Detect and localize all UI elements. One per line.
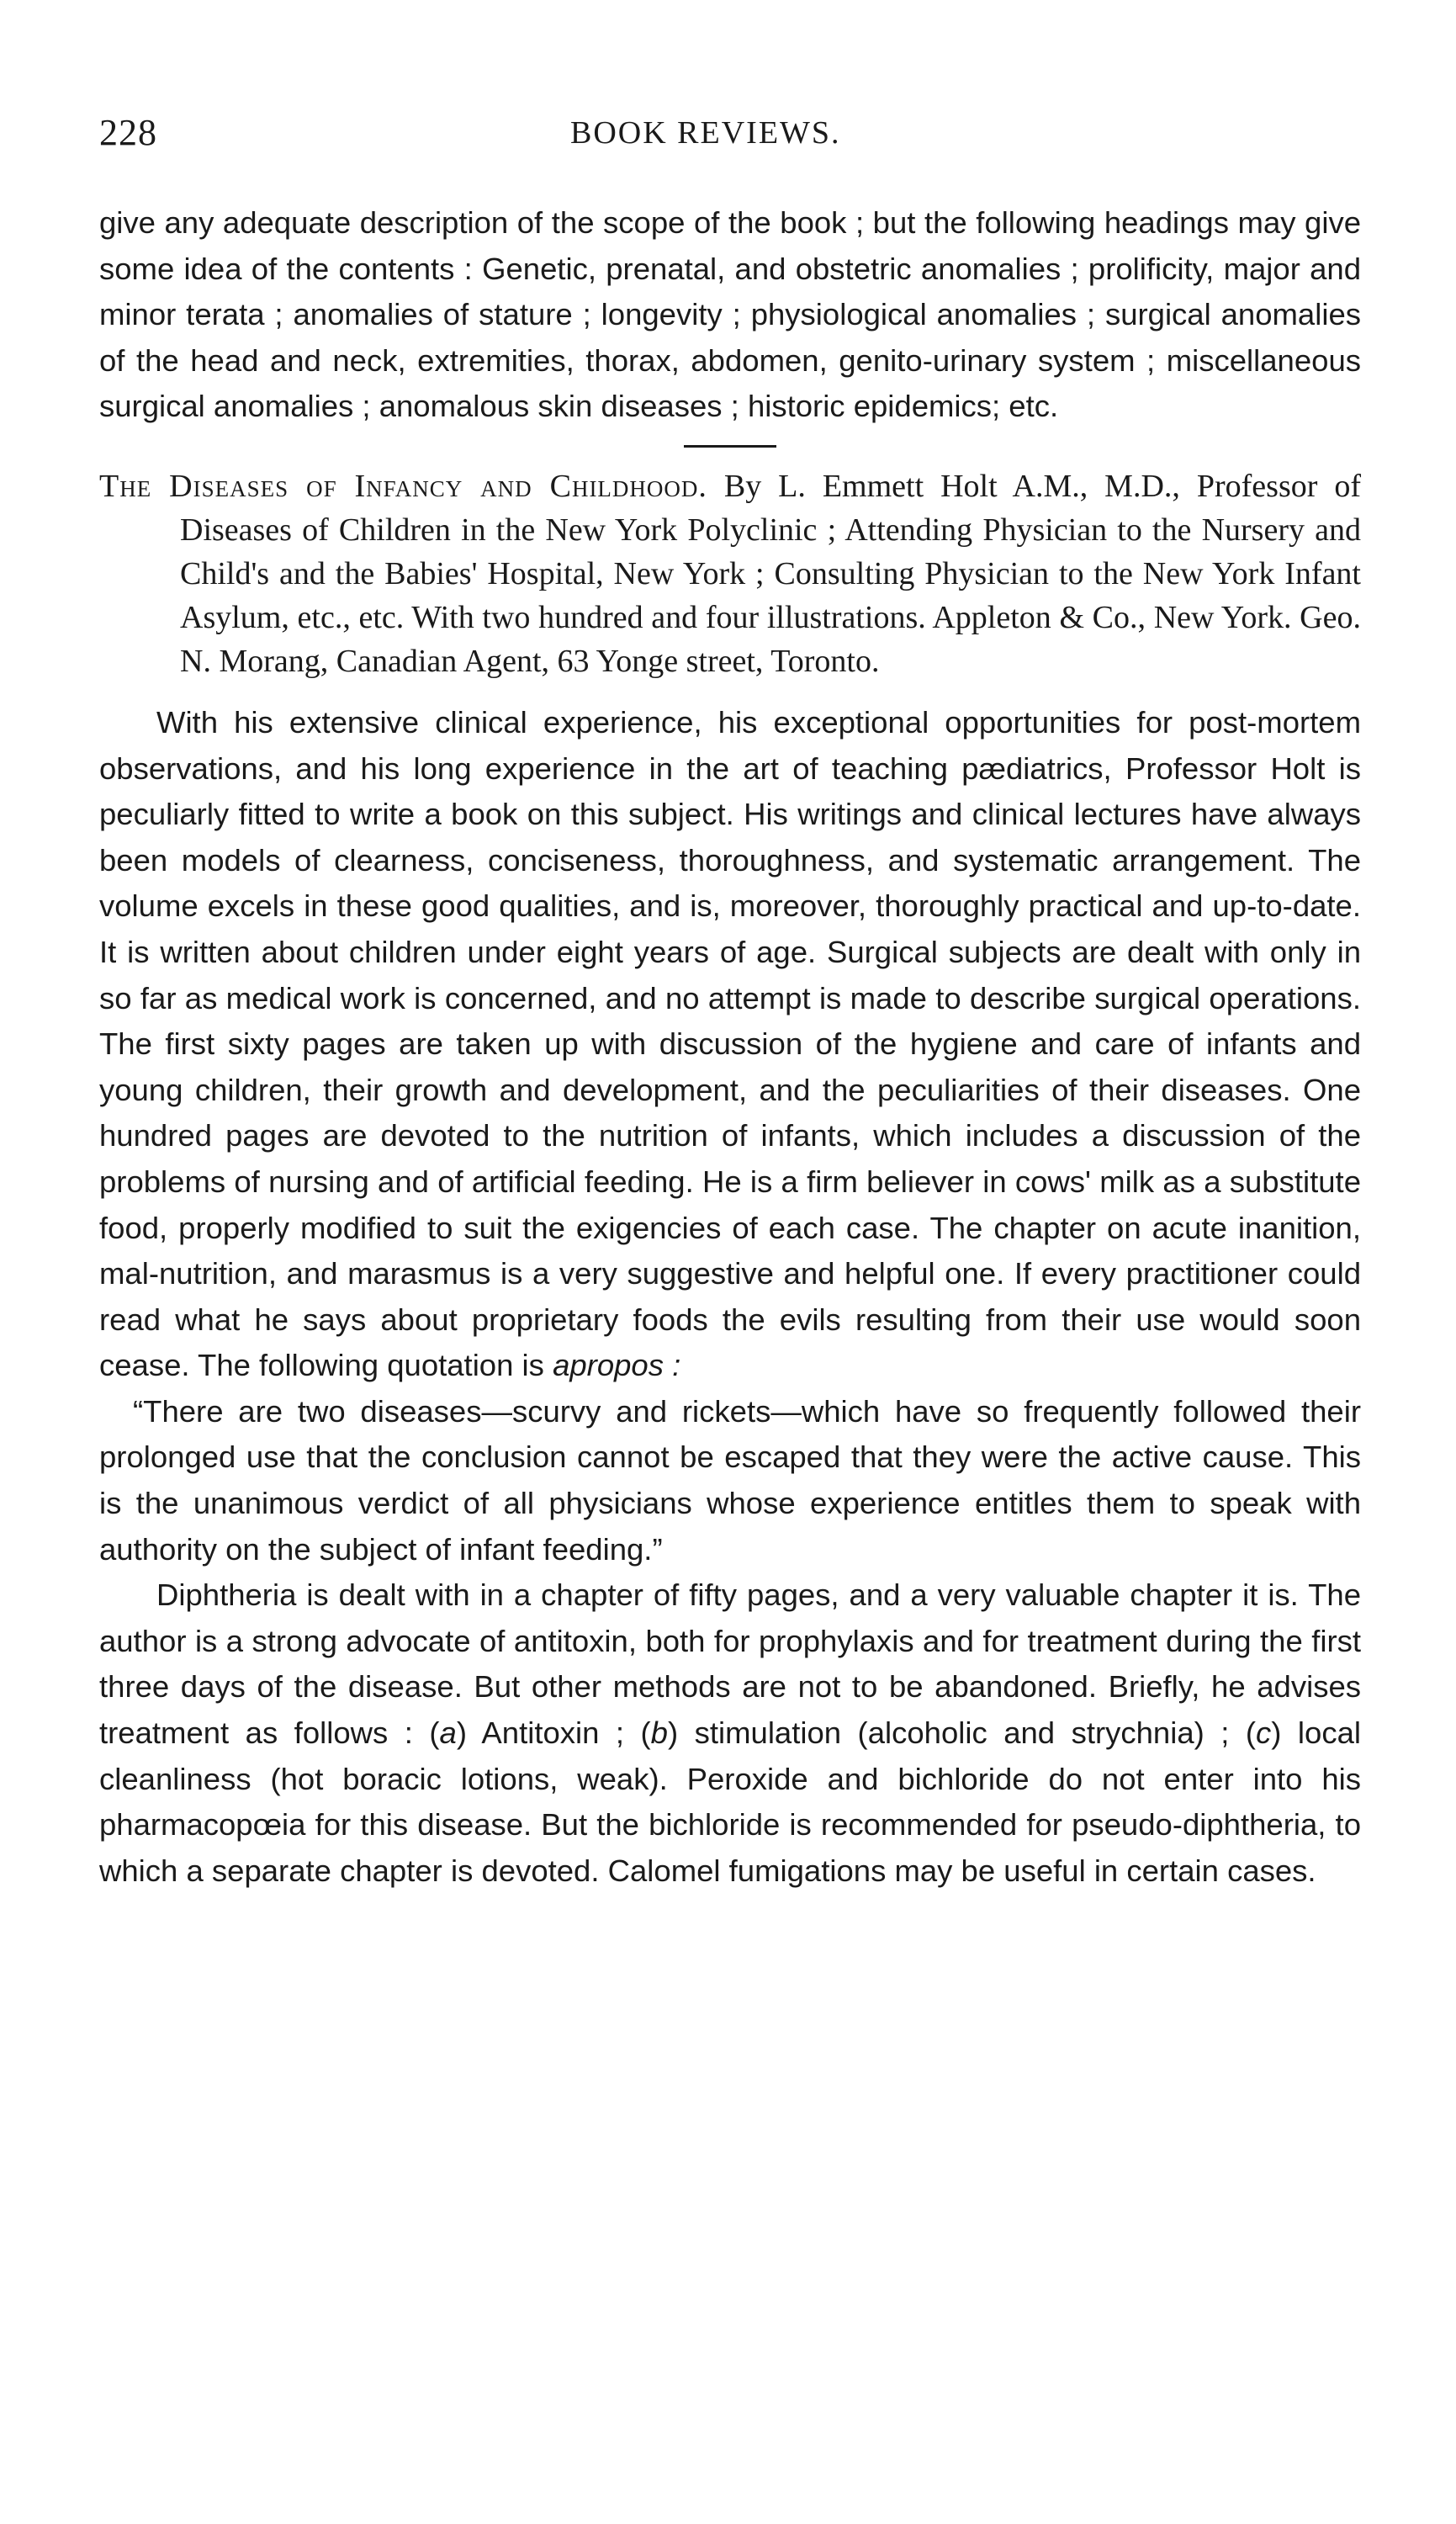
running-head: BOOK REVIEWS. xyxy=(570,115,841,151)
book-details: By L. Emmett Holt A.M., M.D., Professor of Diseases of Children in the New York Polyclinic ; Attending Physician to the Nursery and Child's and the Babies' Hospital, New York ; Consulting Physician to the New York Infant Asylum, etc., etc. With two hundred and four illustrations. Appleton & Co., New York. Geo. N. Morang, Canadian Agent, 63 Yonge street, Toronto. xyxy=(180,468,1361,679)
block-quotation: “There are two diseases—scurvy and rickets—which have so frequently followed their prolonged use that the conclusion cannot be escaped that they were the active cause. This is the unanimous verdict of all physicians whose experience entitles them to speak with authority on the subject of infant feeding.” xyxy=(99,1393,1361,1567)
book-page xyxy=(99,0,1361,2524)
page-body xyxy=(99,200,1361,1894)
review-paragraph xyxy=(99,700,1361,1389)
list-marker-b: b xyxy=(650,1715,668,1751)
diphtheria-text-1: Diphtheria is dealt with in a chapter of fifty pages, and a very valuable chapter it is. The author is a strong advocate of antitoxin, both for prophylaxis and for treatment during the first three days of the disease. But other methods are not to be abandoned. Briefly, he advises treatment as follows : ( xyxy=(99,1578,1361,1751)
page-header xyxy=(99,111,1361,162)
diphtheria-paragraph xyxy=(99,1572,1361,1894)
page-number: 228 xyxy=(99,112,157,153)
diphtheria-text-2: ) Antitoxin ; ( xyxy=(456,1715,651,1751)
diphtheria-text-4: ) local cleanliness (hot boracic lotions, weak). Peroxide and bichloride do not enter into his pharmacopœia for this disease. But the bichloride is recommended for pseudo-diphtheria, to which a separate chapter is devoted. Calomel fumigations may be useful in certain cases. xyxy=(99,1715,1361,1888)
list-marker-c: c xyxy=(1256,1715,1272,1751)
book-title: The Diseases of Infancy and Childhood. xyxy=(99,468,707,504)
review-italic-phrase: apropos : xyxy=(553,1348,681,1383)
review-text: With his extensive clinical experience, his exceptional opportunities for post-mortem observations, and his long experience in the art of teaching pædiatrics, Professor Holt is peculiarly fitted to write a book on this subject. His writings and clinical lectures have always been models of clearness, conciseness, thoroughness, and systematic arrangement. The volume excels in these good qualities, and is, moreover, thoroughly practical and up-to-date. It is written about children under eight years of age. Surgical subjects are dealt with only in so far as medical work is concerned, and no attempt is made to describe surgical operations. The first sixty pages are taken up with discussion of the hygiene and care of infants and young children, their growth and development, and the peculiarities of their diseases. One hundred pages are devoted to the nutrition of infants, which includes a discussion of the problems of nursing and of artificial feeding. He is a firm believer in cows' milk as a substitute food, properly modified to suit the exigencies of each case. The chapter on acute inanition, mal-nutrition, and marasmus is a very suggestive and helpful one. If every practitioner could read what he says about proprietary foods the evils resulting from their use would soon cease. The following quotation is xyxy=(99,704,1361,1383)
book-citation xyxy=(99,464,1361,683)
section-divider xyxy=(684,445,776,448)
list-marker-a: a xyxy=(439,1715,457,1751)
diphtheria-text-3: ) stimulation (alcoholic and strychnia) ; ( xyxy=(667,1715,1257,1751)
paragraph-continued: give any adequate description of the scope of the book ; but the following headings may give some idea of the contents : Genetic, prenatal, and obstetric anomalies ; prolificity, major and minor terata ; anomalies of stature ; longevity ; physiological anomalies ; surgical anomalies of the head and neck, extremities, thorax, abdomen, genito-urinary system ; miscellaneous surgical anomalies ; anomalous skin diseases ; historic epidemics; etc. xyxy=(99,205,1361,424)
